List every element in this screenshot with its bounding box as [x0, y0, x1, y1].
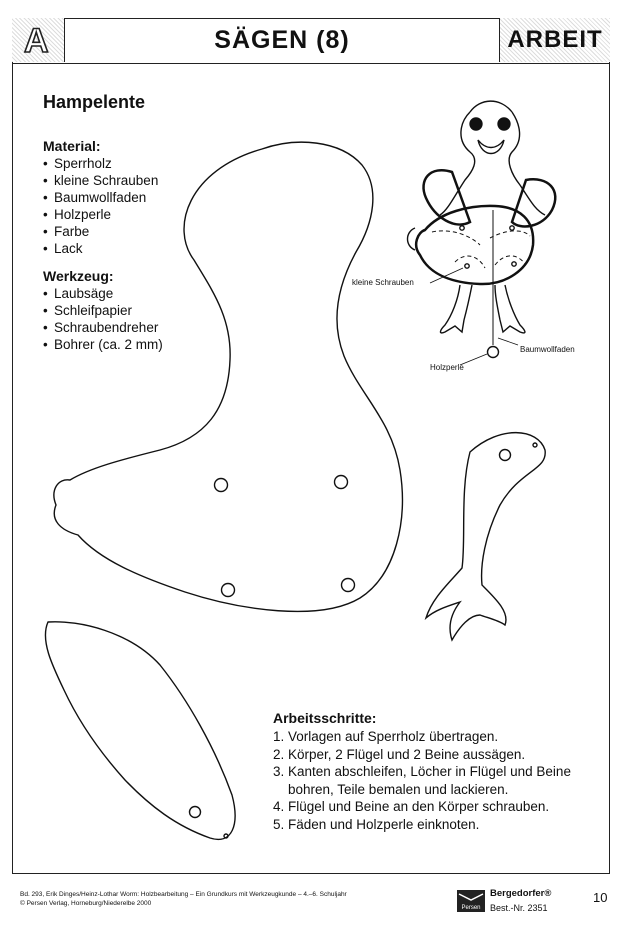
- list-item: [273, 798, 603, 816]
- list-item: • Laubsäge: [43, 285, 163, 302]
- body-hole: [222, 584, 235, 597]
- footer-credits: [20, 890, 440, 908]
- list-item: • Schraubendreher: [43, 319, 163, 336]
- list-item: • Farbe: [43, 223, 158, 240]
- step-number: 5.: [273, 816, 285, 832]
- footer-line: Bd. 293, Erik Dinges/Heinz-Lothar Worm: Holzbearbeitung – Ein Grundkurs mit Werkzeugkunde – 4.–6. Schuljahr: [20, 891, 347, 898]
- step-number: 4.: [273, 799, 285, 814]
- body-hole: [342, 579, 355, 592]
- step-text: Fäden und Holzperle einknoten.: [288, 816, 480, 832]
- label-thread: Baumwollfaden: [520, 345, 575, 354]
- step-text: Vorlagen auf Sperrholz übertragen.: [288, 729, 499, 744]
- label-screws: kleine Schrauben: [352, 278, 414, 287]
- list-item: [273, 763, 603, 798]
- list-item: • Sperrholz: [43, 155, 158, 172]
- list-item: • kleine Schrauben: [43, 172, 158, 189]
- list-item: • Holzperle: [43, 206, 158, 223]
- footer-line: © Persen Verlag, Horneburg/Niederelbe 2000: [20, 900, 152, 907]
- list-item: • Baumwollfaden: [43, 189, 158, 206]
- list-item: • Schleifpapier: [43, 302, 163, 319]
- step-number: 1.: [273, 729, 285, 744]
- order-number: Best.-Nr. 2351: [490, 903, 548, 913]
- step-text: Kanten abschleifen, Löcher in Flügel und Beine bohren, Teile bemalen und lackieren.: [288, 764, 571, 797]
- steps-section: [273, 710, 603, 833]
- step-number: 2.: [273, 746, 285, 762]
- material-heading: Material:: [43, 138, 101, 154]
- leg-hole: [533, 443, 537, 447]
- body-hole: [215, 479, 228, 492]
- list-item: [273, 728, 603, 746]
- list-item: [273, 746, 603, 764]
- list-item: • Bohrer (ca. 2 mm): [43, 336, 163, 353]
- worksheet-title: SÄGEN (8): [214, 26, 350, 54]
- leg-template-outline: [426, 433, 545, 640]
- brand-name: Bergedorfer®: [490, 888, 552, 899]
- tools-heading: Werkzeug:: [43, 268, 114, 284]
- list-item: [273, 816, 603, 834]
- page-title: Hampelente: [43, 92, 146, 112]
- category-badge: ARBEIT: [499, 18, 610, 62]
- page-number: 10: [593, 890, 608, 905]
- wing-hole: [190, 807, 201, 818]
- body-template-outline: [54, 142, 402, 611]
- logo-text: Persen: [461, 905, 481, 911]
- body-hole: [335, 476, 348, 489]
- leg-screw-mark: [500, 450, 511, 461]
- step-number: 3.: [273, 764, 285, 779]
- wing-hole: [224, 834, 228, 838]
- publisher-logo-icon: [457, 890, 485, 912]
- section-letter: A: [24, 22, 49, 60]
- steps-list: [273, 728, 603, 833]
- steps-heading: Arbeitsschritte:: [273, 710, 377, 726]
- step-text: Körper, 2 Flügel und 2 Beine aussägen.: [288, 746, 526, 762]
- assembled-duck-illustration: [408, 101, 556, 365]
- label-bead: Holzperle: [430, 363, 464, 372]
- wing-template-outline: [45, 622, 235, 840]
- step-text: Flügel und Beine an den Körper schrauben.: [288, 799, 550, 814]
- list-item: • Lack: [43, 240, 158, 257]
